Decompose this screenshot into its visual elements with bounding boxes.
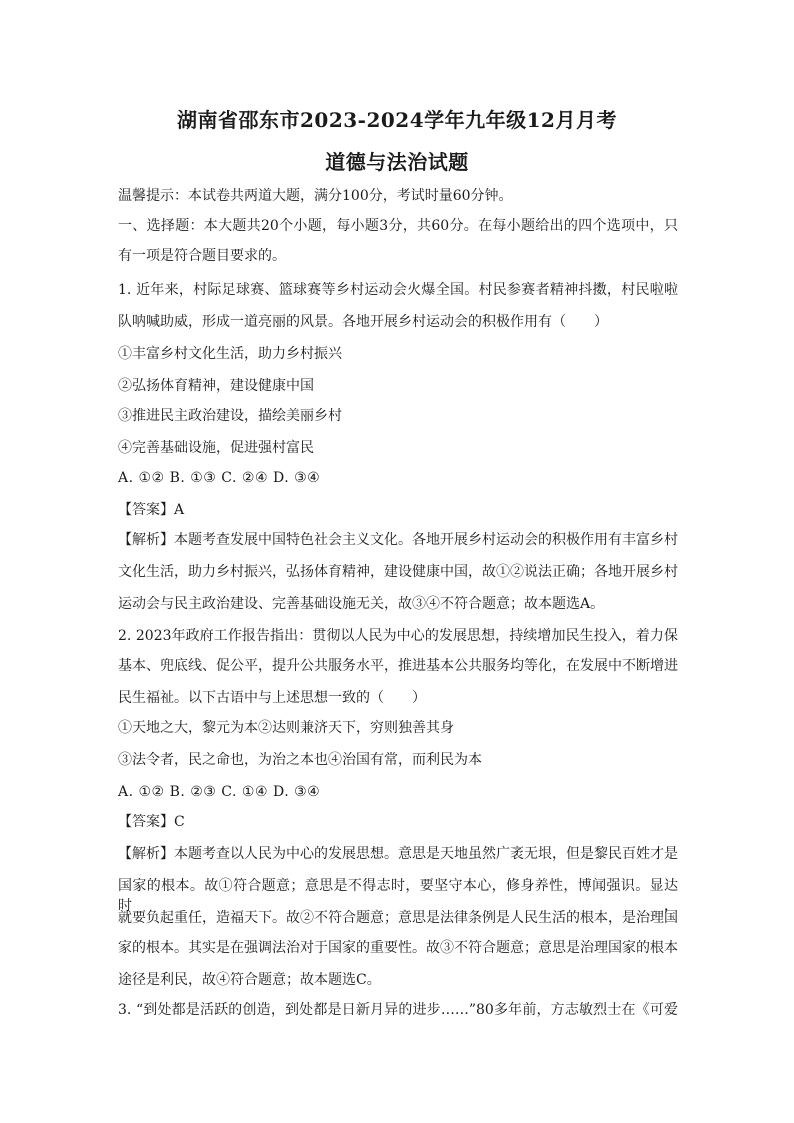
analysis-line: 【解析】本题考查以人民为中心的发展思想。意思是天地虽然广袤无垠，但是黎民百姓才是 bbox=[118, 846, 678, 862]
notice-line: 温馨提示：本试卷共两道大题，满分100分，考试时量60分钟。 bbox=[118, 188, 513, 204]
section-instruction-line: 一、选择题：本大题共20个小题，每小题3分，共60分。在每小题给出的四个选项中，只 bbox=[118, 218, 678, 234]
analysis-line: 国家的根本。故①符合题意；意思是不得志时，要坚守本心，修身养性，博闻强识。显达时， bbox=[118, 878, 678, 914]
analysis-line: 【解析】本题考查发展中国特色社会主义文化。各地开展乡村运动会的积极作用有丰富乡村 bbox=[118, 532, 678, 548]
analysis-line: 运动会与民主政治建设、完善基础设施无关，故③④不符合题意；故本题选A。 bbox=[118, 596, 605, 612]
question-option-line: ②弘扬体育精神，建设健康中国 bbox=[118, 378, 314, 394]
question-text-line: 1. 近年来，村际足球赛、篮球赛等乡村运动会火爆全国。村民参赛者精神抖擞，村民啦啦 bbox=[118, 282, 678, 298]
question-option-line: ①天地之大，黎元为本②达则兼济天下，穷则独善其身 bbox=[118, 720, 454, 736]
question-option-line: ①丰富乡村文化生活，助力乡村振兴 bbox=[118, 346, 342, 362]
question-option-line: ④完善基础设施，促进强村富民 bbox=[118, 440, 314, 456]
answer-choices-line: A. ①② B. ②③ C. ①④ D. ③④ bbox=[118, 784, 321, 800]
analysis-line: 途径是利民，故④符合题意；故本题选C。 bbox=[118, 972, 381, 988]
answer-line: 【答案】C bbox=[118, 814, 185, 830]
exam-subtitle: 道德与法治试题 bbox=[325, 150, 469, 174]
analysis-line: 就要负起重任，造福天下。故②不符合题意；意思是法律条例是人民生活的根本，是治理国 bbox=[118, 910, 678, 926]
analysis-line: 家的根本。其实是在强调法治对于国家的重要性。故③不符合题意；意思是治理国家的根本 bbox=[118, 940, 678, 956]
section-instruction-line: 有一项是符合题目要求的。 bbox=[118, 248, 286, 264]
question-option-line: ③推进民主政治建设，描绘美丽乡村 bbox=[118, 408, 342, 424]
answer-choices-line: A. ①② B. ①③ C. ②④ D. ③④ bbox=[118, 470, 321, 486]
question-text-line: 3. “到处都是活跃的创造，到处都是日新月异的进步……”80多年前，方志敏烈士在《可爱 bbox=[118, 1002, 678, 1018]
analysis-line: 文化生活，助力乡村振兴，弘扬体育精神，建设健康中国，故①②说法正确；各地开展乡村 bbox=[118, 564, 678, 580]
exam-title: 湖南省邵东市2023-2024学年九年级12月月考 bbox=[177, 108, 617, 132]
answer-line: 【答案】A bbox=[118, 502, 185, 518]
question-text-line: 民生福祉。以下古语中与上述思想一致的（ ） bbox=[118, 690, 426, 706]
question-text-line: 2. 2023年政府工作报告指出：贯彻以人民为中心的发展思想，持续增加民生投入，着力保 bbox=[118, 628, 678, 644]
question-option-line: ③法令者，民之命也，为治之本也④治国有常，而利民为本 bbox=[118, 752, 482, 768]
question-text-line: 基本、兜底线、促公平，提升公共服务水平，推进基本公共服务均等化，在发展中不断增进 bbox=[118, 658, 678, 674]
question-text-line: 队呐喊助威，形成一道亮丽的风景。各地开展乡村运动会的积极作用有（ ） bbox=[118, 314, 608, 330]
